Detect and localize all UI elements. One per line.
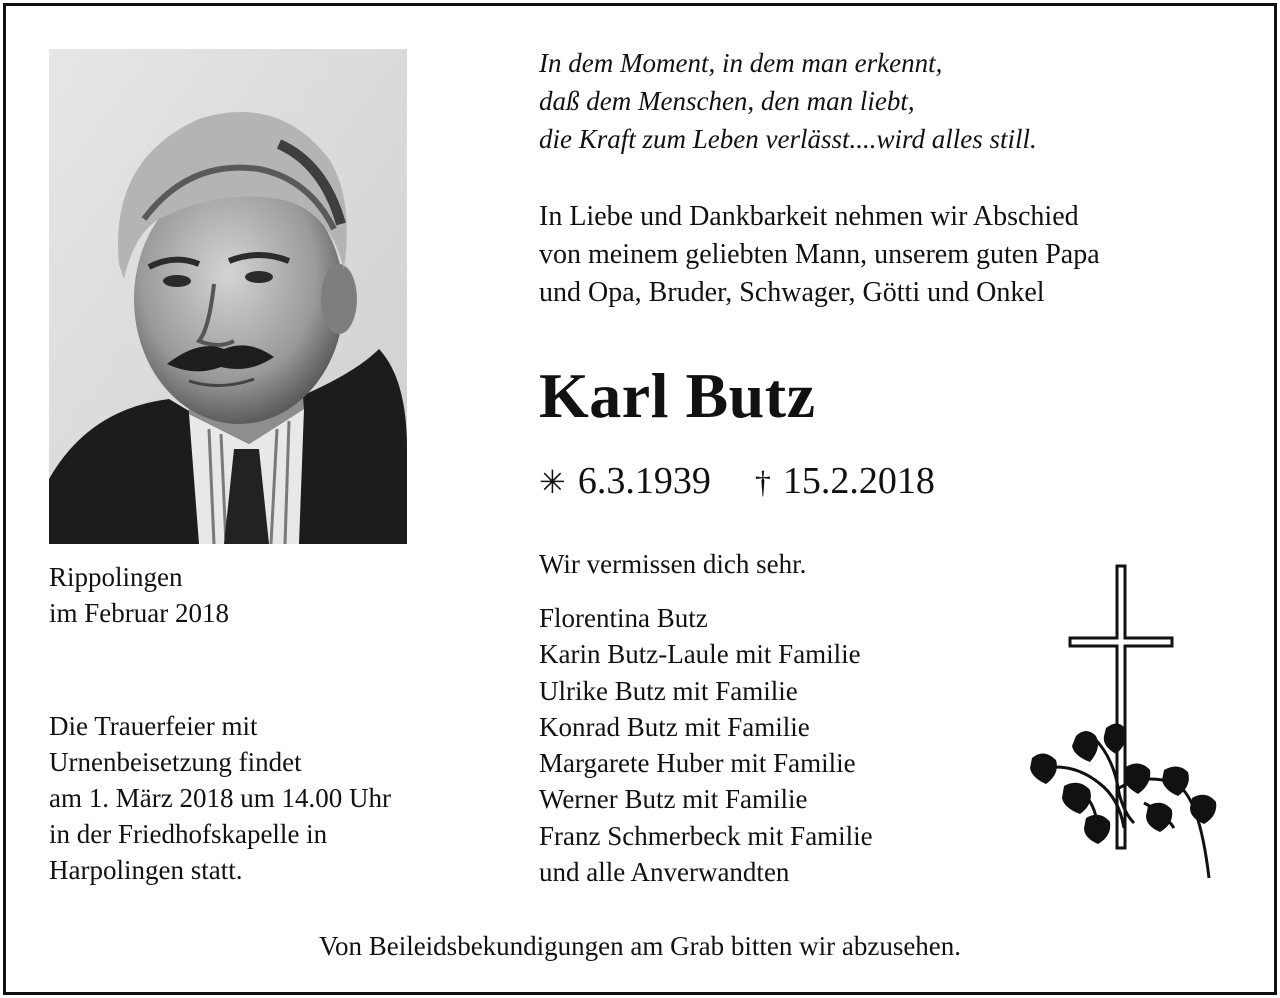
death-date: 15.2.2018 (782, 460, 935, 502)
service-line: Harpolingen statt. (49, 855, 243, 885)
portrait-photo (49, 49, 407, 544)
mourner-item: Karin Butz-Laule mit Familie (539, 639, 861, 670)
mourner-item: Werner Butz mit Familie (539, 784, 808, 815)
place-line: im Februar 2018 (49, 598, 229, 628)
place-date (49, 559, 229, 631)
mourner-item: Ulrike Butz mit Familie (539, 675, 798, 706)
mourner-item: und alle Anverwandten (539, 857, 790, 888)
life-dates (539, 458, 935, 505)
place-line: Rippolingen (49, 562, 183, 592)
quote-line: die Kraft zum Leben verlässt....wird alles still. (539, 124, 1037, 154)
birth-star-icon: ✳ (539, 464, 566, 500)
service-line: Urnenbeisetzung findet (49, 747, 302, 777)
obituary-card (3, 3, 1277, 995)
farewell-text (539, 198, 1100, 312)
mourners-list (539, 600, 873, 890)
funeral-service-info (49, 708, 391, 888)
condolence-note: Von Beileidsbekundigungen am Grab bitten wir abzusehen. (318, 931, 962, 961)
service-line: Die Trauerfeier mit (49, 711, 258, 741)
portrait-illustration (49, 49, 407, 544)
cross-with-ivy-icon (1024, 558, 1234, 888)
poem-quote (539, 44, 1037, 158)
intro-line: und Opa, Bruder, Schwager, Götti und Onkel (539, 277, 1045, 308)
mourner-item: Konrad Butz mit Familie (539, 711, 810, 742)
miss-you-text: Wir vermissen dich sehr. (539, 549, 807, 579)
quote-line: In dem Moment, in dem man erkennt, (539, 48, 943, 78)
mourner-item: Margarete Huber mit Familie (539, 748, 856, 779)
service-line: am 1. März 2018 um 14.00 Uhr (49, 783, 391, 813)
mourner-item: Franz Schmerbeck mit Familie (539, 820, 873, 851)
service-line: in der Friedhofskapelle in (49, 819, 328, 849)
deceased-name: Karl Butz (539, 360, 816, 431)
intro-line: In Liebe und Dankbarkeit nehmen wir Abschied (539, 201, 1079, 232)
death-cross-icon: † (754, 464, 771, 500)
birth-date: 6.3.1939 (577, 460, 711, 502)
intro-line: von meinem geliebten Mann, unserem guten Papa (539, 239, 1100, 270)
mourner-item: Florentina Butz (539, 603, 708, 633)
quote-line: daß dem Menschen, den man liebt, (539, 86, 915, 116)
